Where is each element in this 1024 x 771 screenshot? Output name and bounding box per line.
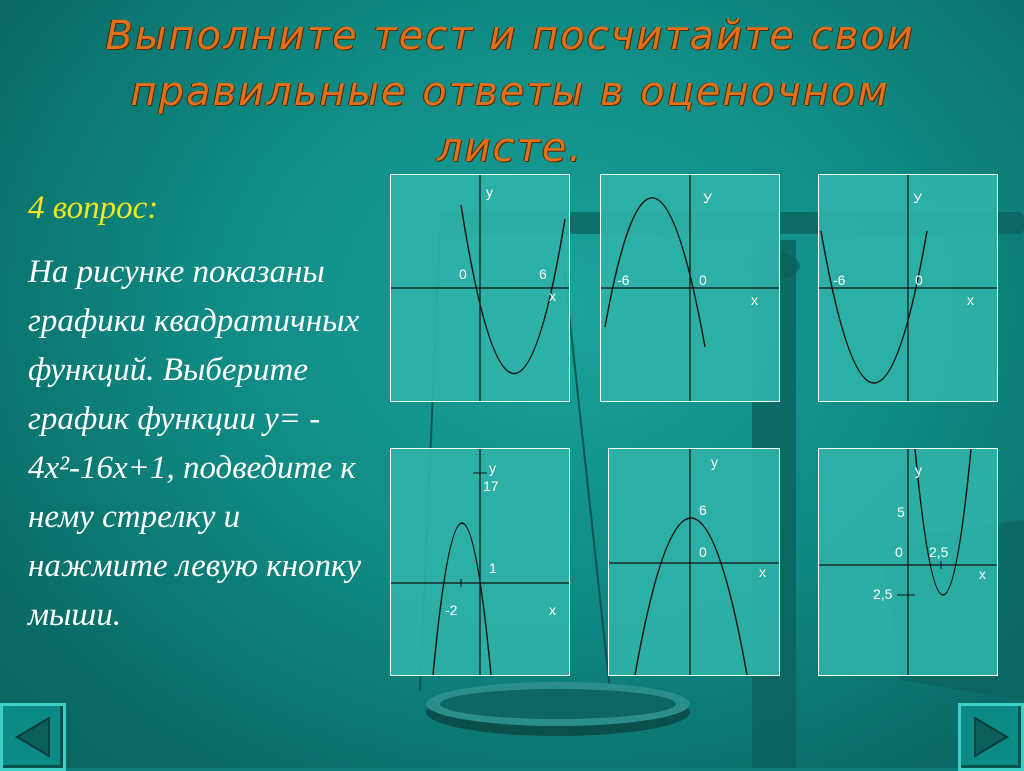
graph-option-4[interactable] bbox=[390, 448, 570, 676]
x-axis-label: x bbox=[979, 566, 986, 582]
graph-option-3[interactable] bbox=[818, 174, 998, 402]
question-number: 4 вопрос: bbox=[28, 190, 159, 226]
vertex-value-label: 5 bbox=[897, 504, 905, 520]
root-label: 6 bbox=[539, 266, 547, 282]
x-axis-label: x bbox=[967, 292, 974, 308]
y-axis-label: y bbox=[489, 460, 496, 476]
root-label: -6 bbox=[617, 272, 630, 288]
parabola-plot bbox=[609, 449, 779, 675]
question-text: На рисунке показаны графики квадратичных функций. Выберите график функции у= - 4х²-16х+1, подведите к нему стрелку и нажмите левую кнопку мыши. bbox=[28, 254, 362, 633]
prev-slide-button[interactable] bbox=[0, 703, 66, 771]
y-axis-label: y bbox=[711, 454, 718, 470]
y-axis-label: У bbox=[913, 190, 922, 206]
origin-label: 0 bbox=[699, 544, 707, 560]
triangle-right-icon bbox=[961, 706, 1021, 768]
triangle-left-icon bbox=[3, 706, 63, 768]
y-axis-label: y bbox=[915, 462, 922, 478]
parabola-plot bbox=[819, 449, 997, 675]
x-axis-label: x bbox=[759, 564, 766, 580]
graph-option-6[interactable] bbox=[818, 448, 998, 676]
root-label: -6 bbox=[833, 272, 846, 288]
x-axis-label: x bbox=[549, 288, 556, 304]
graph-option-1[interactable] bbox=[390, 174, 570, 402]
parabola-plot bbox=[819, 175, 997, 401]
vertex-value-label: 17 bbox=[483, 478, 499, 494]
parabola-plot bbox=[601, 175, 779, 401]
x-axis-label: x bbox=[549, 602, 556, 618]
vertex-value-label: 6 bbox=[699, 502, 707, 518]
origin-label: 0 bbox=[699, 272, 707, 288]
next-slide-button[interactable] bbox=[958, 703, 1024, 771]
y-axis-label: y bbox=[486, 184, 493, 200]
intercept-label: 1 bbox=[489, 560, 497, 576]
vertex-x-label: -2 bbox=[445, 602, 458, 618]
parabola-plot bbox=[391, 175, 569, 401]
origin-label: 0 bbox=[895, 544, 903, 560]
min-value-label: 2,5 bbox=[873, 586, 893, 602]
vertex-x-label: 2,5 bbox=[929, 544, 949, 560]
slide-title: Выполните тест и посчитайте свои правильные ответы в оценочном листе. bbox=[105, 13, 915, 171]
origin-label: 0 bbox=[459, 266, 467, 282]
origin-label: 0 bbox=[915, 272, 923, 288]
graph-option-2[interactable] bbox=[600, 174, 780, 402]
x-axis-label: x bbox=[751, 292, 758, 308]
graph-option-5[interactable] bbox=[608, 448, 780, 676]
parabola-plot bbox=[391, 449, 569, 675]
y-axis-label: У bbox=[703, 190, 712, 206]
